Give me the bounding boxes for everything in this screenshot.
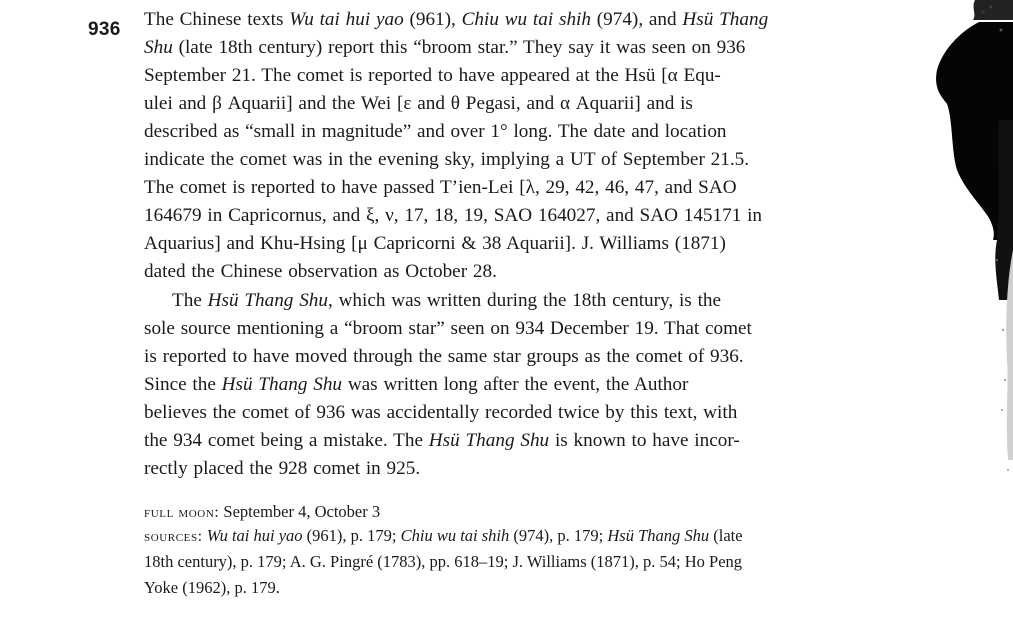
body-line: [144, 174, 737, 202]
sources-line: [207, 526, 743, 545]
text-run: believes the comet of 936 was accidentally recorded twice by this text, with: [144, 402, 738, 423]
text-run: The: [172, 290, 208, 311]
italic-title-text: Chiu wu tai shih: [400, 526, 510, 545]
sources-label: sources:: [144, 528, 203, 545]
sources-line: [144, 575, 280, 601]
body-line: [144, 258, 497, 286]
body-line: [144, 399, 737, 427]
sources-line: [144, 549, 742, 575]
body-line: [144, 455, 420, 483]
body-line: [144, 62, 721, 90]
text-run: described as “small in magnitude” and over 1° long. The date and location: [144, 121, 727, 142]
italic-title-text: Hsü Thang Shu: [428, 430, 550, 451]
body-line: [144, 315, 752, 343]
text-run: (late 18th century) report this “broom star.” They say it was seen on 936: [172, 37, 746, 58]
text-run: September 21. The comet is reported to have appeared at the Hsü [α Equ-: [144, 65, 721, 86]
italic-title-text: Hsü Thang Shu: [607, 526, 710, 545]
body-line: [144, 90, 693, 118]
body-line: [172, 287, 721, 315]
text-run: The Chinese texts: [144, 9, 290, 30]
body-line: [144, 34, 745, 62]
text-run: Yoke (1962), p. 179.: [144, 578, 280, 597]
body-line: [144, 146, 749, 174]
text-run: Aquarius] and Khu-Hsing [μ Capricorni & 38 Aquarii]. J. Williams (1871): [144, 233, 726, 254]
text-run: was written long after the event, the Author: [342, 374, 689, 395]
italic-title-text: Chiu wu tai shih: [461, 9, 591, 30]
scan-edge-shadow: [913, 0, 1013, 622]
italic-title-text: Shu: [144, 37, 173, 58]
text-run: (961), p. 179;: [302, 526, 401, 545]
text-run: (974), and: [590, 9, 683, 30]
text-run: , which was written during the 18th century, is the: [327, 290, 722, 311]
body-line: [144, 343, 744, 371]
full-moon-label: full moon:: [144, 504, 220, 521]
text-run: ulei and β Aquarii] and the Wei [ε and θ Pegasi, and α Aquarii] and is: [144, 93, 693, 114]
italic-title-text: Hsü Thang Shu: [221, 374, 343, 395]
body-line: [144, 427, 740, 455]
italic-title-text: Wu tai hui yao: [289, 9, 404, 30]
entry-year: 936: [88, 19, 121, 40]
italic-title-text: Hsü Thang Shu: [207, 290, 328, 311]
text-run: 18th century), p. 179; A. G. Pingré (1783), pp. 618–19; J. Williams (1871), p. 54; Ho Peng: [144, 552, 743, 571]
text-run: is known to have incor-: [549, 430, 740, 451]
text-run: indicate the comet was in the evening sky, implying a UT of September 21.5.: [144, 149, 750, 170]
italic-title-text: Wu tai hui yao: [206, 526, 303, 545]
text-run: sole source mentioning a “broom star” seen on 934 December 19. That comet: [144, 318, 752, 339]
body-line: [144, 230, 726, 258]
text-run: the 934 comet being a mistake. The: [144, 430, 429, 451]
body-line: [144, 118, 727, 146]
text-run: (974), p. 179;: [509, 526, 608, 545]
text-run: (late: [709, 526, 743, 545]
full-moon-value: September 4, October 3: [219, 502, 381, 521]
text-run: Since the: [144, 374, 222, 395]
text-run: is reported to have moved through the same star groups as the comet of 936.: [144, 346, 744, 367]
body-line: [144, 371, 688, 399]
text-run: dated the Chinese observation as October 28.: [144, 261, 497, 282]
text-run: The comet is reported to have passed T’ien-Lei [λ, 29, 42, 46, 47, and SAO: [144, 177, 737, 198]
sources-note: [144, 523, 743, 550]
full-moon-note: [144, 499, 380, 526]
text-run: (961),: [403, 9, 462, 30]
body-line: [144, 6, 768, 34]
body-line: [144, 202, 762, 230]
text-run: rectly placed the 928 comet in 925.: [144, 458, 421, 479]
text-run: 164679 in Capricornus, and ξ, ν, 17, 18, 19, SAO 164027, and SAO 145171 in: [144, 205, 763, 226]
italic-title-text: Hsü Thang: [682, 9, 769, 30]
